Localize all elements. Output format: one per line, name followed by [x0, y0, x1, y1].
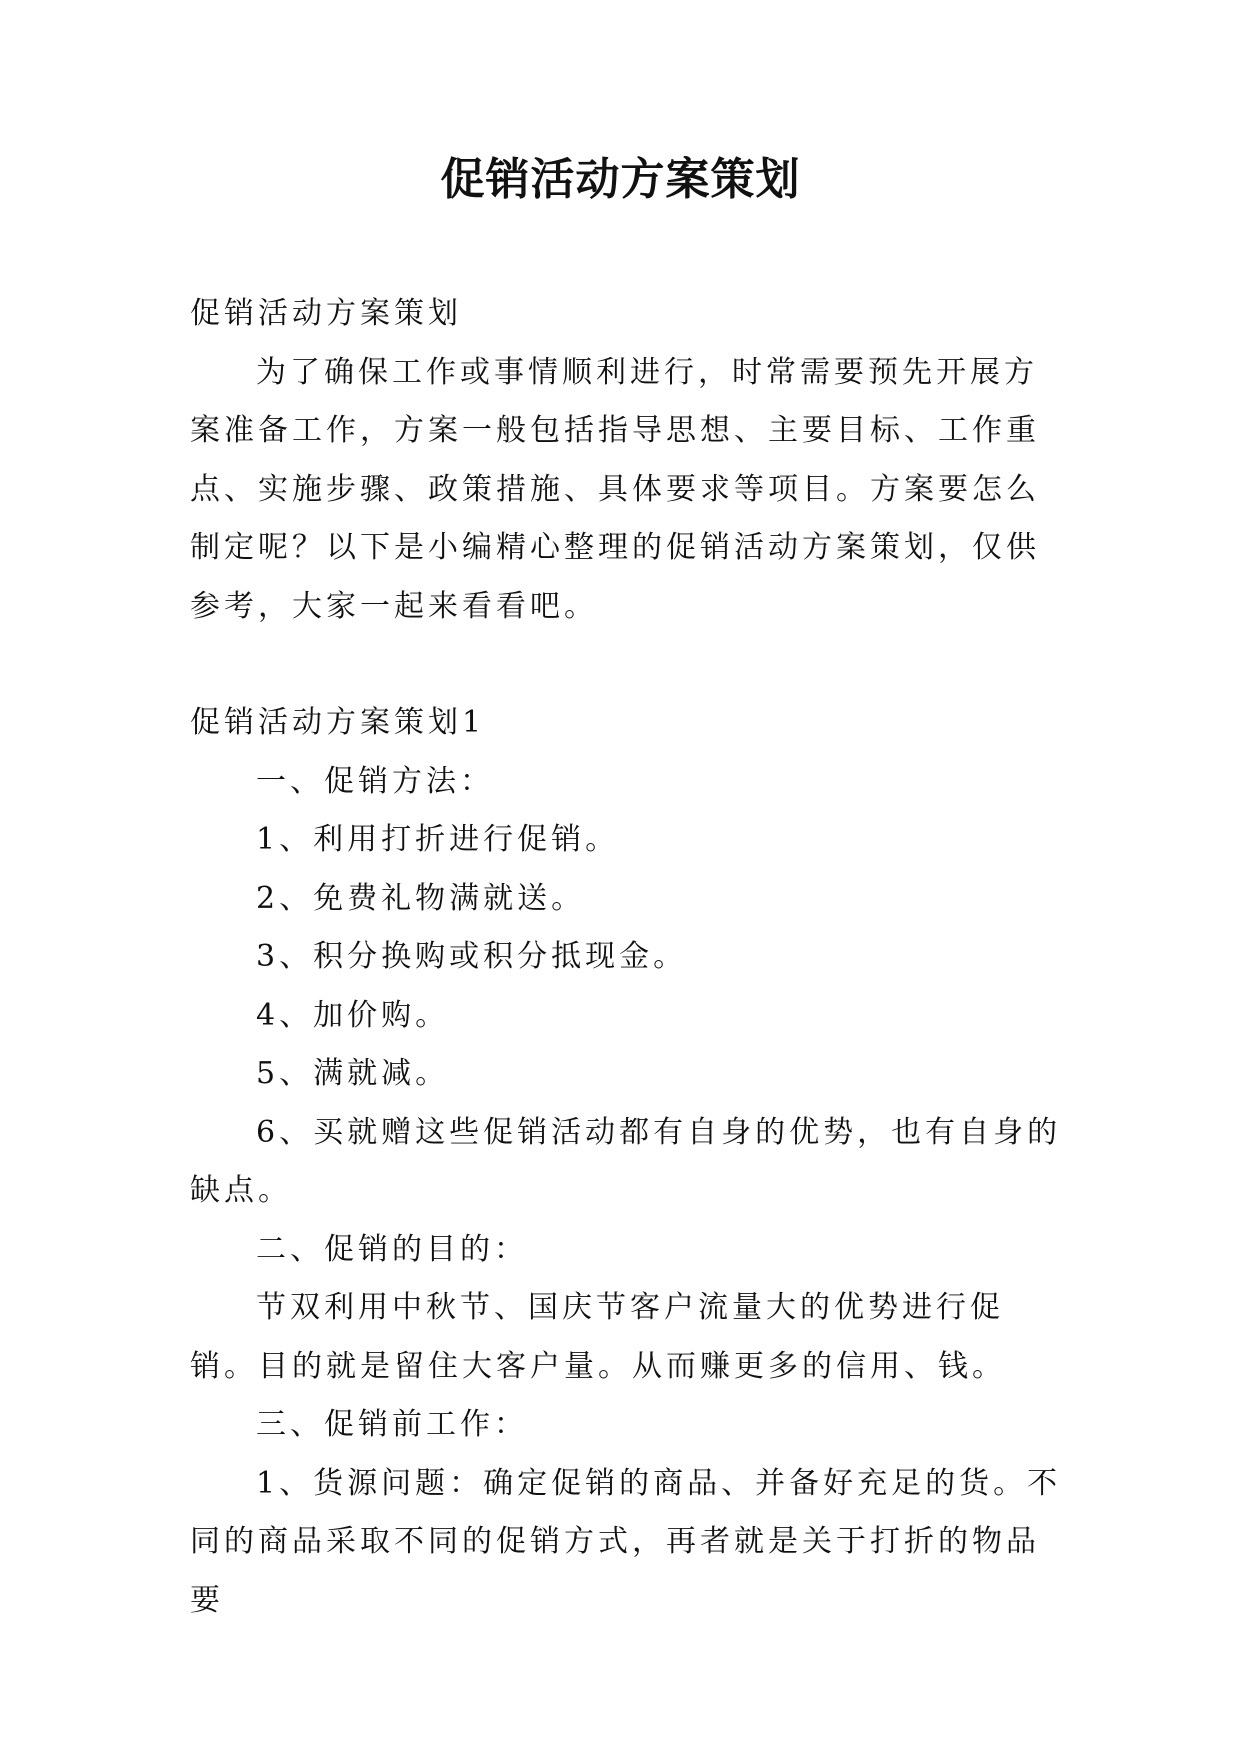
document-body: [190, 285, 1070, 1630]
method-item: 4、加价购。: [256, 997, 450, 1033]
method-item: 2、免费礼物满就送。: [256, 880, 586, 916]
method-item: 5、满就减。: [256, 1056, 450, 1091]
method-item: 3、积分换购或积分抵现金。: [256, 939, 688, 974]
heading-purpose: 二、促销的目的：: [256, 1231, 528, 1267]
document-title: 促销活动方案策划: [440, 154, 801, 205]
method-item: 6、买就赠这些促销活动都有自身的优势，也有自身的缺点。: [190, 1114, 1062, 1208]
method-item: 1、利用打折进行促销。: [256, 822, 620, 857]
subtitle: 促销活动方案策划: [190, 296, 462, 331]
purpose-paragraph: 节双利用中秋节、国庆节客户流量大的优势进行促销。目的就是留住大客户量。从而赚更多的信用、钱。: [190, 1290, 1006, 1384]
heading-methods: 一、促销方法：: [256, 763, 494, 799]
heading-preparation: 三、促销前工作：: [256, 1407, 528, 1442]
intro-paragraph: 为了确保工作或事情顺利进行，时常需要预先开展方案准备工作，方案一般包括指导思想、主要目标、工作重点、实施步骤、政策措施、具体要求等项目。方案要怎么制定呢？以下是小编精心整理的促销活动方案策划，仅供参考，大家一起来看看吧。: [190, 354, 1040, 624]
section-title: 促销活动方案策划1: [190, 705, 486, 740]
spacer: [190, 636, 1070, 694]
preparation-paragraph: 1、货源问题：确定促销的商品、并备好充足的货。不同的商品采取不同的促销方式，再者就是关于打折的物品要: [190, 1465, 1062, 1618]
